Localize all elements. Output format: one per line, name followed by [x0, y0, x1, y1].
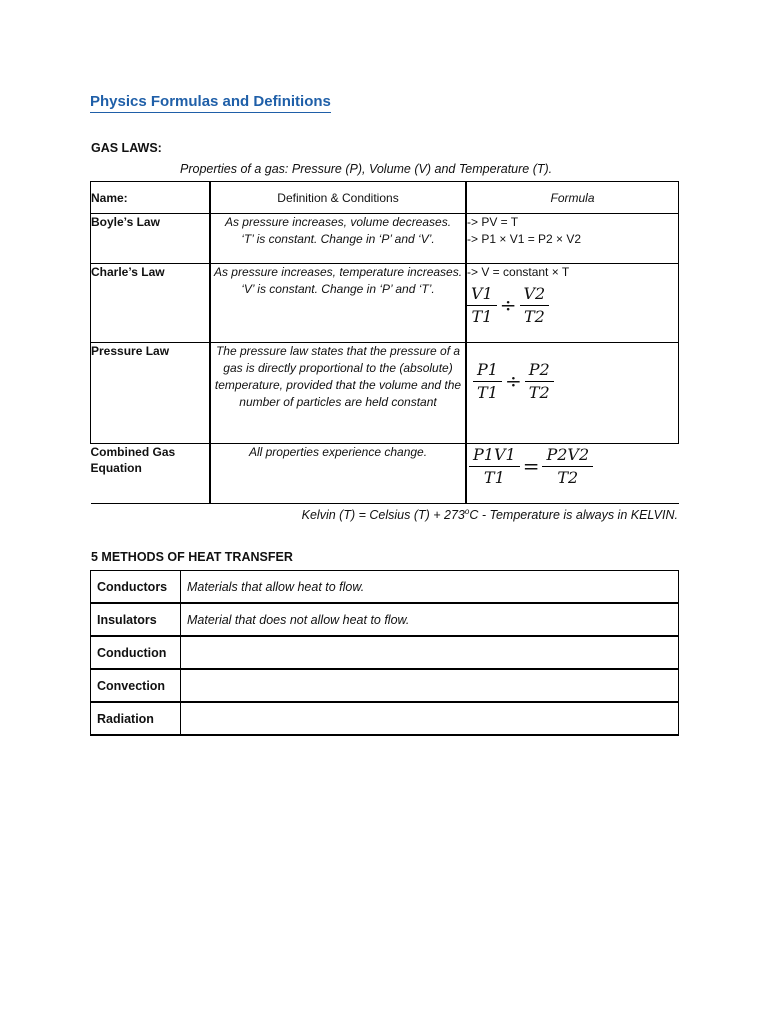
numerator: P2 [525, 359, 554, 382]
law-formula [466, 444, 679, 504]
law-definition [210, 214, 466, 264]
law-name: Pressure Law [91, 343, 211, 444]
heat-transfer-heading: 5 METHODS OF HEAT TRANSFER [91, 550, 293, 564]
gas-properties-caption: Properties of a gas: Pressure (P), Volume (V) and Temperature (T). [180, 162, 553, 176]
definition-text [211, 214, 465, 248]
denominator: T2 [557, 468, 579, 487]
table-row [91, 343, 679, 444]
page-title: Physics Formulas and Definitions [90, 93, 331, 113]
degree-symbol: o [464, 507, 470, 516]
denominator: T1 [477, 383, 498, 402]
text-line: ‘T’ is constant. Change in ‘P’ and ‘V’. [241, 232, 435, 246]
operator: ÷ [499, 293, 517, 317]
heat-definition [181, 669, 679, 702]
table-row [91, 636, 679, 669]
table-row [91, 669, 679, 702]
kelvin-note-part: C - Temperature is always in KELVIN. [469, 508, 678, 523]
text-line: As pressure increases, volume decreases. [224, 215, 452, 229]
definition-text: All properties experience change. [248, 445, 428, 459]
heat-term: Conductors [91, 571, 181, 604]
text-line: ‘V’ is constant. Change in ‘P’ and ‘T’. [241, 282, 435, 296]
law-formula [466, 264, 679, 343]
law-name: Charle’s Law [91, 264, 211, 343]
text-line: As pressure increases, temperature increases. [213, 265, 463, 279]
charles-fraction [467, 283, 678, 328]
definition-text [211, 264, 465, 298]
table-row [91, 214, 679, 264]
table-row [91, 603, 679, 636]
kelvin-note [302, 507, 678, 522]
numerator: P1V1 [469, 444, 520, 467]
law-formula [466, 214, 679, 264]
header-definition: Definition & Conditions [210, 182, 466, 214]
denominator: T2 [523, 307, 545, 326]
denominator: T1 [471, 307, 493, 326]
heat-definition [181, 702, 679, 735]
fraction [467, 283, 497, 328]
heat-definition: Material that does not allow heat to flow. [181, 603, 679, 636]
gas-laws-heading: GAS LAWS: [91, 141, 162, 155]
combined-fraction [469, 444, 679, 489]
table-row [91, 264, 679, 343]
law-definition [210, 264, 466, 343]
gas-table-header-row [91, 182, 679, 214]
table-row [91, 702, 679, 735]
heat-transfer-table [90, 570, 679, 736]
pressure-fraction [473, 359, 678, 404]
formula-line: -> P1 × V1 = P2 × V2 [467, 232, 582, 246]
numerator: V2 [520, 283, 550, 306]
header-name: Name: [91, 182, 211, 214]
law-name: Combined Gas Equation [91, 444, 211, 504]
heat-term: Insulators [91, 603, 181, 636]
operator: = [522, 454, 540, 478]
law-definition [210, 343, 466, 444]
law-name: Boyle’s Law [91, 214, 211, 264]
formula-line: -> V = constant × T [467, 265, 570, 279]
heat-definition [181, 636, 679, 669]
header-formula: Formula [466, 182, 679, 214]
law-formula [466, 343, 679, 444]
numerator: V1 [467, 283, 497, 306]
fraction [469, 444, 520, 489]
operator: ÷ [504, 369, 522, 393]
fraction [525, 359, 554, 404]
numerator: P2V2 [542, 444, 593, 467]
fraction [542, 444, 593, 489]
kelvin-note-part: Kelvin (T) = Celsius (T) + 273 [301, 508, 465, 523]
gas-laws-table [90, 181, 679, 504]
denominator: T1 [483, 468, 505, 487]
fraction [520, 283, 550, 328]
formula-line: -> PV = T [467, 215, 519, 229]
heat-term: Radiation [91, 702, 181, 735]
heat-term: Conduction [91, 636, 181, 669]
heat-term: Convection [91, 669, 181, 702]
heat-definition: Materials that allow heat to flow. [181, 571, 679, 604]
fraction [473, 359, 502, 404]
table-row [91, 444, 679, 504]
table-row [91, 571, 679, 604]
law-definition [210, 444, 466, 504]
numerator: P1 [473, 359, 502, 382]
definition-text: The pressure law states that the pressure of a gas is directly proportional to the (absolute) temperature, provided that the volume and the number of particles are held constant [214, 344, 462, 409]
denominator: T2 [528, 383, 550, 402]
